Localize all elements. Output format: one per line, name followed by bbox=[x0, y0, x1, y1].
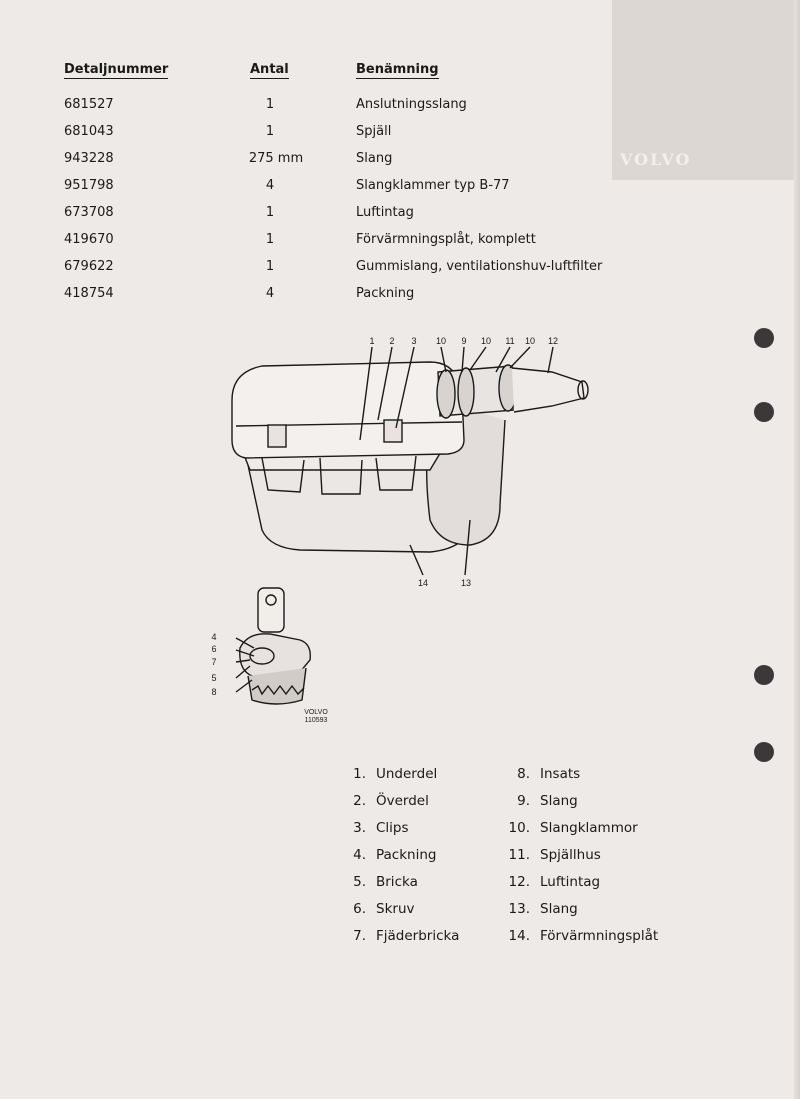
part-name: Gummislang, ventilationshuv-luftfilter bbox=[356, 259, 603, 274]
legend-item: 14. Förvärmningsplåt bbox=[508, 928, 659, 944]
inset-caption-number: 110593 bbox=[304, 717, 328, 724]
clamp-10b bbox=[458, 368, 474, 416]
part-number: 681043 bbox=[64, 124, 114, 139]
part-name: Slang bbox=[356, 151, 393, 166]
filter-housing bbox=[232, 362, 464, 458]
inset-caption-brand: VOLVO bbox=[304, 709, 328, 716]
quantity: 1 bbox=[265, 259, 275, 274]
part-number: 419670 bbox=[64, 232, 114, 247]
part-number: 943228 bbox=[64, 151, 114, 166]
quantity: 1 bbox=[265, 232, 275, 247]
part-number: 681527 bbox=[64, 97, 114, 112]
callout-label: 2 bbox=[389, 336, 395, 346]
quantity: 1 bbox=[265, 124, 275, 139]
callout-label: 9 bbox=[461, 336, 467, 346]
clip bbox=[268, 425, 286, 447]
quantity: 1 bbox=[265, 97, 275, 112]
header-name: Benämning bbox=[356, 62, 439, 77]
quantity: 4 bbox=[265, 178, 275, 193]
part-name: Luftintag bbox=[356, 205, 414, 220]
quantity: 275 mm bbox=[248, 151, 304, 166]
legend-item: 1. Underdel bbox=[353, 766, 438, 782]
callout-label: 5 bbox=[211, 673, 217, 683]
legend-item: 6. Skruv bbox=[353, 901, 415, 917]
part-number: 951798 bbox=[64, 178, 114, 193]
legend-item: 10. Slangklammor bbox=[508, 820, 638, 836]
callout-label: 1 bbox=[369, 336, 375, 346]
callout-label: 6 bbox=[211, 644, 217, 654]
legend-item: 11. Spjällhus bbox=[508, 847, 601, 863]
callout-label: 12 bbox=[547, 336, 559, 346]
legend-item: 7. Fjäderbricka bbox=[353, 928, 460, 944]
legend-item: 4. Packning bbox=[353, 847, 437, 863]
part-name: Packning bbox=[356, 286, 415, 301]
legend-item: 9. Slang bbox=[517, 793, 578, 809]
callout-label: 11 bbox=[505, 336, 515, 346]
callout-label: 10 bbox=[435, 336, 447, 346]
header-quantity: Antal bbox=[250, 62, 289, 77]
header-part-number: Detaljnummer bbox=[64, 62, 169, 77]
quantity: 4 bbox=[265, 286, 275, 301]
part-name: Spjäll bbox=[356, 124, 392, 139]
part-number: 418754 bbox=[64, 286, 114, 301]
quantity: 1 bbox=[265, 205, 275, 220]
legend-item: 3. Clips bbox=[353, 820, 409, 836]
legend-item: 8. Insats bbox=[517, 766, 581, 782]
legend-item: 12. Luftintag bbox=[508, 874, 601, 890]
callout-label: 10 bbox=[480, 336, 492, 346]
air-intake-12 bbox=[512, 368, 584, 412]
callout-label: 13 bbox=[460, 578, 472, 588]
volvo-logo: VOLVO bbox=[620, 150, 692, 169]
legend-item: 5. Bricka bbox=[353, 874, 418, 890]
clip bbox=[384, 420, 402, 442]
part-name: Förvärmningsplåt, komplett bbox=[356, 232, 536, 247]
legend-item: 13. Slang bbox=[508, 901, 578, 917]
part-number: 673708 bbox=[64, 205, 114, 220]
part-name: Anslutningsslang bbox=[356, 97, 467, 112]
callout-label: 3 bbox=[411, 336, 417, 346]
legend-item: 2. Överdel bbox=[353, 793, 429, 809]
part-name: Slangklammer typ B-77 bbox=[356, 178, 510, 193]
callout-label: 10 bbox=[524, 336, 536, 346]
callout-label: 14 bbox=[417, 578, 429, 588]
callout-label: 4 bbox=[211, 632, 217, 642]
callout-label: 7 bbox=[211, 657, 217, 667]
clamp-10a bbox=[437, 370, 455, 418]
part-number: 679622 bbox=[64, 259, 114, 274]
callout-label: 8 bbox=[211, 687, 217, 697]
